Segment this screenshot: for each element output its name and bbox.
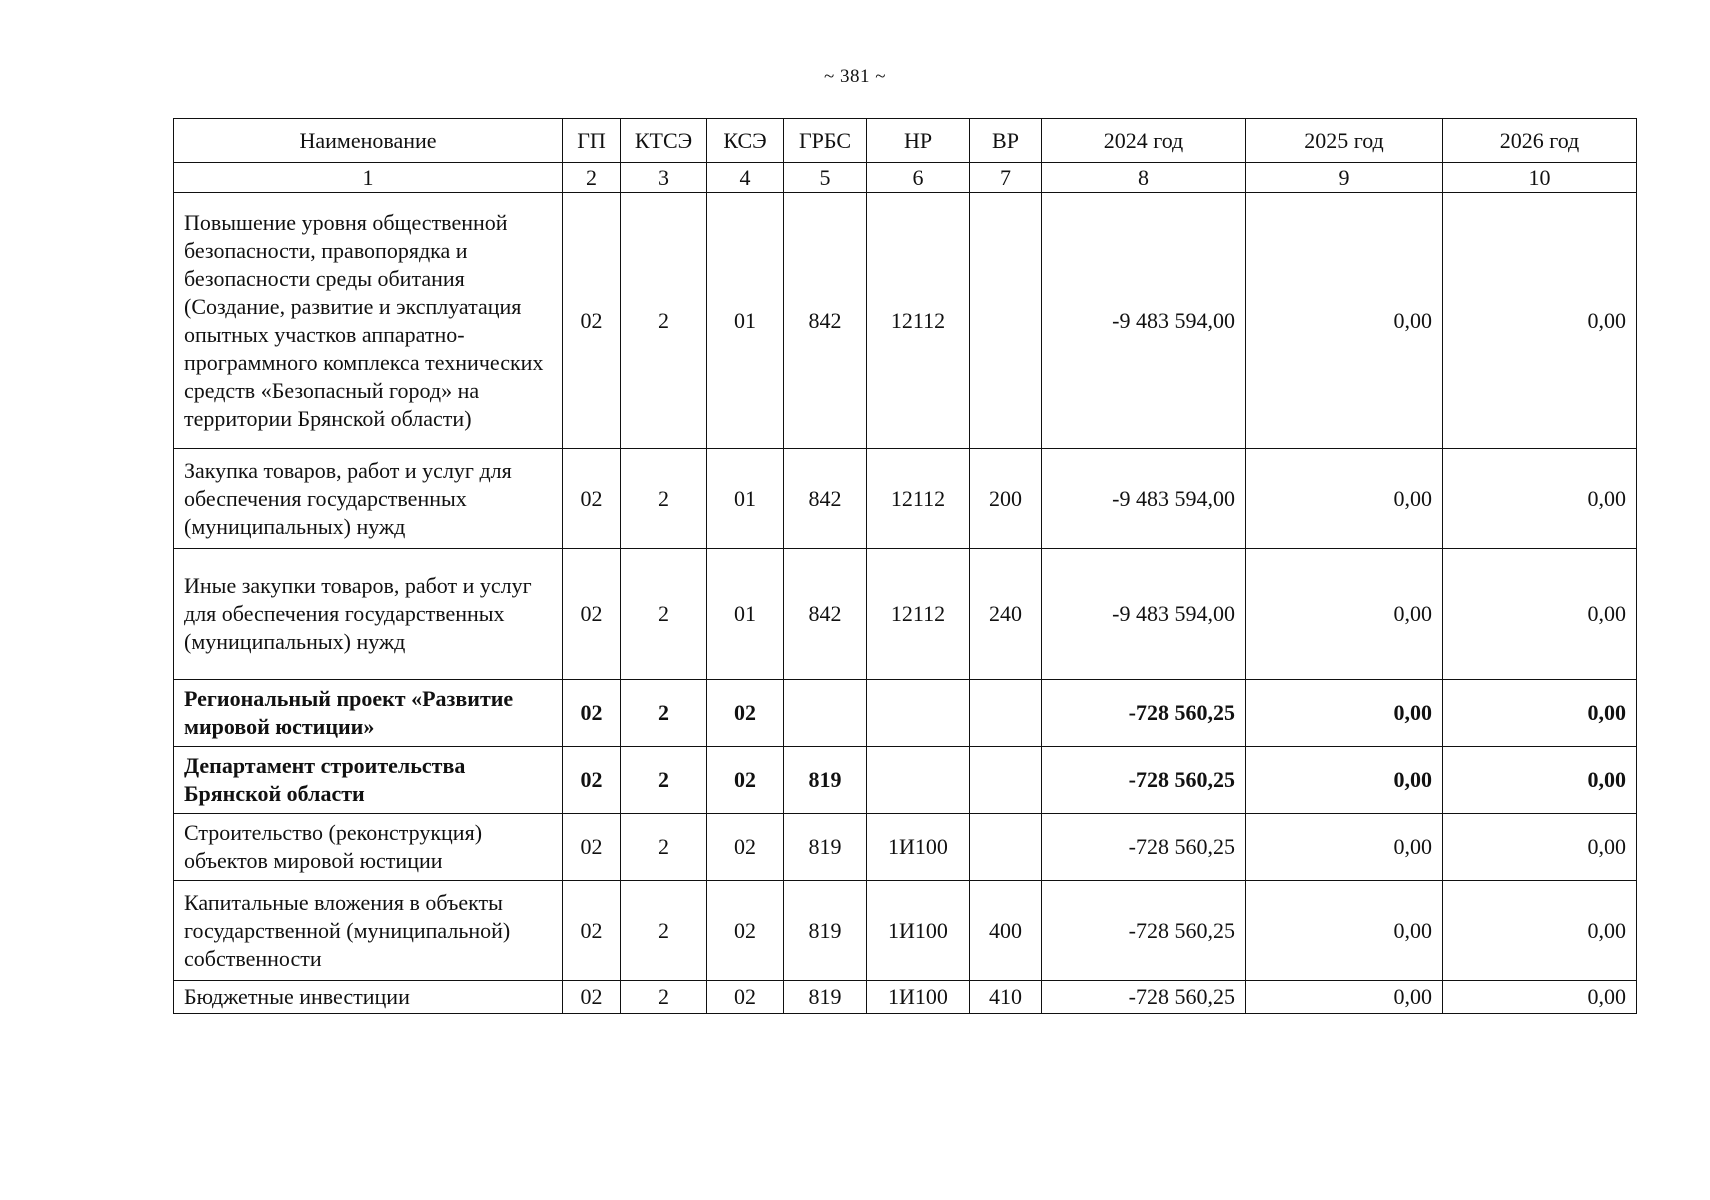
table-row — [174, 747, 1637, 814]
row-grbs: 819 — [784, 881, 867, 981]
header-vr: ВР — [970, 119, 1042, 163]
row-amount-2026: 0,00 — [1443, 747, 1637, 814]
row-amount-2024: -9 483 594,00 — [1042, 449, 1246, 549]
row-kse: 01 — [707, 549, 784, 680]
table-row — [174, 680, 1637, 747]
row-kse: 01 — [707, 449, 784, 549]
row-gp: 02 — [563, 680, 621, 747]
row-amount-2025: 0,00 — [1246, 449, 1443, 549]
row-name: Повышение уровня общественной безопасности, правопорядка и безопасности среды обитания (Создание, развитие и эксплуатация опытных участков аппаратно-программного комплекса технических средств «Безопасный город» на территории Брянской области) — [174, 193, 563, 449]
header-2025: 2025 год — [1246, 119, 1443, 163]
table-row — [174, 981, 1637, 1014]
column-number: 1 — [174, 163, 563, 193]
row-ktse: 2 — [621, 881, 707, 981]
row-grbs: 819 — [784, 981, 867, 1014]
row-gp: 02 — [563, 981, 621, 1014]
table-row — [174, 449, 1637, 549]
row-ktse: 2 — [621, 449, 707, 549]
row-amount-2025: 0,00 — [1246, 981, 1443, 1014]
row-amount-2025: 0,00 — [1246, 193, 1443, 449]
row-amount-2024: -728 560,25 — [1042, 747, 1246, 814]
row-gp: 02 — [563, 549, 621, 680]
header-name: Наименование — [174, 119, 563, 163]
row-name: Бюджетные инвестиции — [174, 981, 563, 1014]
row-ktse: 2 — [621, 549, 707, 680]
row-nr: 12112 — [867, 549, 970, 680]
row-grbs: 842 — [784, 193, 867, 449]
row-vr: 410 — [970, 981, 1042, 1014]
table-row — [174, 881, 1637, 981]
header-2024: 2024 год — [1042, 119, 1246, 163]
row-amount-2026: 0,00 — [1443, 881, 1637, 981]
row-grbs: 842 — [784, 449, 867, 549]
row-nr: 12112 — [867, 449, 970, 549]
header-grbs: ГРБС — [784, 119, 867, 163]
row-name: Департамент строительства Брянской области — [174, 747, 563, 814]
row-grbs — [784, 680, 867, 747]
column-number: 10 — [1443, 163, 1637, 193]
row-amount-2024: -728 560,25 — [1042, 814, 1246, 881]
table-row — [174, 814, 1637, 881]
row-name: Региональный проект «Развитие мировой юстиции» — [174, 680, 563, 747]
column-number: 8 — [1042, 163, 1246, 193]
column-number: 7 — [970, 163, 1042, 193]
row-ktse: 2 — [621, 680, 707, 747]
row-grbs: 819 — [784, 747, 867, 814]
row-amount-2025: 0,00 — [1246, 747, 1443, 814]
table-row — [174, 549, 1637, 680]
row-gp: 02 — [563, 193, 621, 449]
row-kse: 01 — [707, 193, 784, 449]
row-nr — [867, 747, 970, 814]
row-vr: 240 — [970, 549, 1042, 680]
header-kse: КСЭ — [707, 119, 784, 163]
row-ktse: 2 — [621, 747, 707, 814]
row-amount-2025: 0,00 — [1246, 549, 1443, 680]
row-gp: 02 — [563, 449, 621, 549]
row-amount-2024: -9 483 594,00 — [1042, 193, 1246, 449]
row-amount-2024: -728 560,25 — [1042, 881, 1246, 981]
row-name: Строительство (реконструкция) объектов мировой юстиции — [174, 814, 563, 881]
column-number: 9 — [1246, 163, 1443, 193]
row-amount-2026: 0,00 — [1443, 680, 1637, 747]
column-number: 6 — [867, 163, 970, 193]
row-amount-2025: 0,00 — [1246, 881, 1443, 981]
page-number: ~ 381 ~ — [823, 66, 887, 87]
row-ktse: 2 — [621, 981, 707, 1014]
row-grbs: 819 — [784, 814, 867, 881]
row-ktse: 2 — [621, 193, 707, 449]
header-nr: НР — [867, 119, 970, 163]
row-vr: 200 — [970, 449, 1042, 549]
row-gp: 02 — [563, 814, 621, 881]
header-ktse: КТСЭ — [621, 119, 707, 163]
column-number: 3 — [621, 163, 707, 193]
row-amount-2024: -9 483 594,00 — [1042, 549, 1246, 680]
row-grbs: 842 — [784, 549, 867, 680]
row-amount-2026: 0,00 — [1443, 449, 1637, 549]
column-number: 2 — [563, 163, 621, 193]
row-vr — [970, 680, 1042, 747]
row-amount-2024: -728 560,25 — [1042, 680, 1246, 747]
row-kse: 02 — [707, 814, 784, 881]
row-amount-2026: 0,00 — [1443, 549, 1637, 680]
row-vr — [970, 747, 1042, 814]
row-nr: 1И100 — [867, 814, 970, 881]
row-vr — [970, 193, 1042, 449]
row-kse: 02 — [707, 981, 784, 1014]
header-2026: 2026 год — [1443, 119, 1637, 163]
row-nr — [867, 680, 970, 747]
row-amount-2025: 0,00 — [1246, 814, 1443, 881]
row-gp: 02 — [563, 881, 621, 981]
row-amount-2026: 0,00 — [1443, 814, 1637, 881]
row-name: Капитальные вложения в объекты государственной (муниципальной) собственности — [174, 881, 563, 981]
row-kse: 02 — [707, 881, 784, 981]
row-vr — [970, 814, 1042, 881]
budget-table — [173, 118, 1637, 1014]
row-nr: 1И100 — [867, 981, 970, 1014]
table-row — [174, 193, 1637, 449]
row-amount-2026: 0,00 — [1443, 193, 1637, 449]
row-vr: 400 — [970, 881, 1042, 981]
row-gp: 02 — [563, 747, 621, 814]
row-kse: 02 — [707, 747, 784, 814]
row-nr: 1И100 — [867, 881, 970, 981]
row-amount-2024: -728 560,25 — [1042, 981, 1246, 1014]
row-amount-2025: 0,00 — [1246, 680, 1443, 747]
row-amount-2026: 0,00 — [1443, 981, 1637, 1014]
column-number: 5 — [784, 163, 867, 193]
row-ktse: 2 — [621, 814, 707, 881]
row-name: Закупка товаров, работ и услуг для обеспечения государственных (муниципальных) нужд — [174, 449, 563, 549]
column-number: 4 — [707, 163, 784, 193]
row-kse: 02 — [707, 680, 784, 747]
header-gp: ГП — [563, 119, 621, 163]
row-nr: 12112 — [867, 193, 970, 449]
header-row — [174, 119, 1637, 163]
row-name: Иные закупки товаров, работ и услуг для обеспечения государственных (муниципальных) нужд — [174, 549, 563, 680]
column-number-row — [174, 163, 1637, 193]
